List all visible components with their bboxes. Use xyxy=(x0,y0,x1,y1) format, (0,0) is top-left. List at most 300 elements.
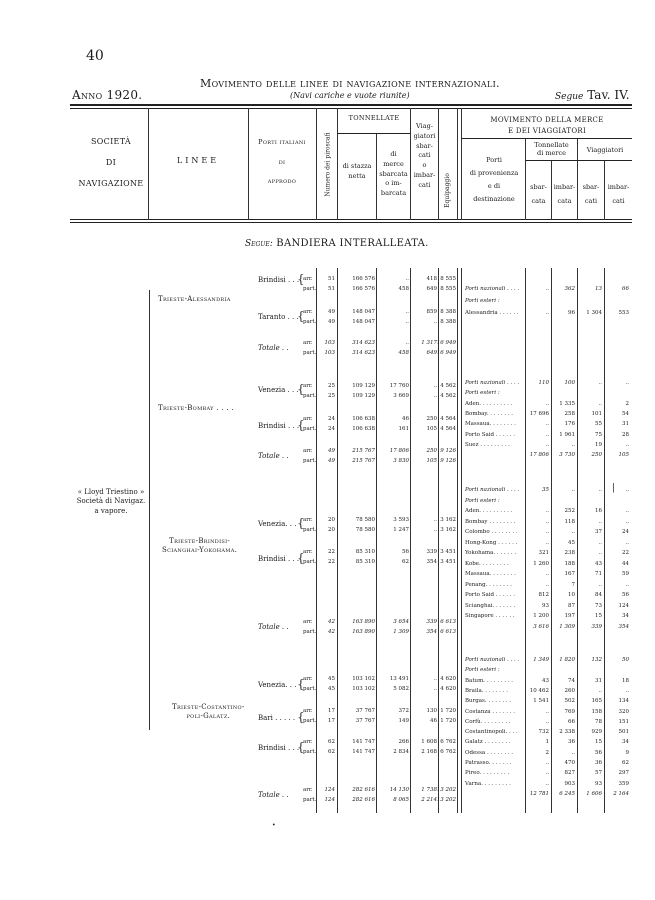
company-line-3: a vapore. xyxy=(94,506,128,515)
page-title xyxy=(200,77,500,90)
right-cell-value: 354 xyxy=(618,623,629,630)
cell-value: 5 082 xyxy=(393,686,409,692)
cell-value: 14 130 xyxy=(389,787,409,793)
cell-value: 6 762 xyxy=(440,739,456,745)
right-cell-value: 78 xyxy=(595,718,602,725)
right-cell-value: 1 961 xyxy=(559,431,575,438)
cell-value: 2 834 xyxy=(393,749,409,755)
company-line-1: « Lloyd Triestino » xyxy=(77,488,145,496)
right-cell-value: .. xyxy=(598,550,602,556)
h-viag-2: giatori xyxy=(413,131,436,140)
body-col-divider xyxy=(457,268,458,813)
cell-value: 45 xyxy=(328,676,335,682)
header-imbarcati xyxy=(605,180,632,209)
cell-value: 4 620 xyxy=(440,686,456,692)
right-cell-value: 502 xyxy=(564,698,575,705)
port-label-venezia2: Venezia. . . xyxy=(258,681,297,689)
cell-value: 8 555 xyxy=(440,276,456,282)
cell-value: 649 xyxy=(426,350,437,356)
header-movimento xyxy=(463,115,631,136)
right-cell-value: 24 xyxy=(622,529,629,535)
arr-label: arr. xyxy=(303,383,313,389)
h-sbi-2: cati xyxy=(584,197,598,206)
right-cell-value: .. xyxy=(545,310,549,316)
right-cell-value: 28 xyxy=(622,431,629,438)
right-port-name: Suez . . . . . . . . . xyxy=(465,441,510,448)
cell-value: 17 806 xyxy=(389,448,409,454)
totale-label: Totale . . xyxy=(258,623,289,631)
right-cell-value: .. xyxy=(571,529,575,535)
right-cell-value: 321 xyxy=(538,550,549,556)
company-bracket xyxy=(149,290,150,730)
arr-label: arr. xyxy=(303,739,313,745)
right-cell-value: 74 xyxy=(568,677,575,684)
right-cell-value: 96 xyxy=(568,310,575,316)
cell-value: 3 830 xyxy=(393,458,409,464)
col-divider xyxy=(316,108,317,220)
cell-value: 37 767 xyxy=(355,708,375,714)
cell-value: 124 xyxy=(324,787,335,793)
port-brace: { xyxy=(297,677,305,691)
arr-label: arr. xyxy=(303,276,313,282)
cell-value: 2 214 xyxy=(421,797,437,803)
cell-value: .. xyxy=(433,517,437,523)
cell-value: .. xyxy=(405,340,409,346)
h-merce-4: o im- xyxy=(385,179,402,188)
cell-value: 3 654 xyxy=(393,619,409,625)
header-tonn-merce xyxy=(526,142,577,158)
part-label: part. xyxy=(303,559,317,565)
right-cell-value: .. xyxy=(545,708,549,715)
cell-value: 49 xyxy=(328,309,335,315)
right-port-name: Burgas. . . . . . . . xyxy=(465,698,512,705)
cell-value: 105 xyxy=(426,426,437,432)
h-imi-1: imbar- xyxy=(607,183,630,191)
cell-value: 17 760 xyxy=(389,383,409,389)
right-cell-value: 238 xyxy=(564,550,575,556)
section-banner xyxy=(245,238,429,249)
right-cell-value: 15 xyxy=(595,739,602,746)
h-mov-1: MOVIMENTO DELLA MERCE xyxy=(490,116,604,124)
arr-label: arr. xyxy=(303,787,313,793)
part-label: part. xyxy=(303,458,317,464)
right-cell-value: .. xyxy=(598,581,602,588)
h-porti-1: Porti italiani xyxy=(258,138,306,146)
right-cell-value: 258 xyxy=(564,410,575,417)
cell-value: .. xyxy=(433,383,437,389)
header-sbarcati xyxy=(578,180,604,209)
right-cell-value: 470 xyxy=(564,760,575,766)
header-top-rule xyxy=(70,104,632,106)
port-label-venezia: Venezia . . . xyxy=(258,386,299,394)
right-cell-value: .. xyxy=(545,431,549,438)
cell-value: 4 562 xyxy=(440,393,456,399)
part-label: part. xyxy=(303,797,317,803)
right-cell-value: 812 xyxy=(538,592,549,598)
right-cell-value: 929 xyxy=(591,729,602,736)
part-label: part. xyxy=(303,686,317,692)
cell-value: 22 xyxy=(328,549,335,555)
right-cell-value: 31 xyxy=(622,421,629,428)
port-brace: { xyxy=(297,516,305,530)
right-cell-value: 3 730 xyxy=(559,452,575,459)
cell-value: 649 xyxy=(426,286,437,292)
cell-value: 3 669 xyxy=(393,393,409,399)
cell-value: 16 949 xyxy=(436,340,456,346)
right-cell-value: 903 xyxy=(564,780,575,787)
cell-value: 141 747 xyxy=(352,749,375,755)
cell-value: 418 xyxy=(426,276,437,282)
mov-sub-rule xyxy=(461,138,632,139)
cell-value: 24 xyxy=(328,426,335,432)
cell-value: 25 xyxy=(328,393,335,399)
cell-value: 3 451 xyxy=(440,549,456,555)
right-port-name: Porti esteri : xyxy=(465,390,500,397)
right-port-name: Porto Said . . . . . . xyxy=(465,592,515,598)
cell-value: 78 580 xyxy=(355,517,375,523)
right-cell-value: 176 xyxy=(564,421,575,428)
right-cell-value: 43 xyxy=(542,677,549,684)
right-port-name: Scianghai. . . . . . . xyxy=(465,602,516,609)
cell-value: 339 xyxy=(426,549,437,555)
h-sbi-1: sbar- xyxy=(582,183,600,191)
right-port-name: Aden. . . . . . . . . . xyxy=(465,508,513,514)
right-cell-value: 252 xyxy=(564,508,575,514)
arr-label: arr. xyxy=(303,448,313,454)
right-cell-value: 43 xyxy=(595,560,602,567)
port-label-venezia2: Venezia. . . xyxy=(258,520,297,528)
cell-value: 3 162 xyxy=(440,517,456,523)
port-label-bari: Bari . . . . . xyxy=(258,714,296,722)
cell-value: 51 xyxy=(328,276,335,282)
right-port-name: Porti nazionali . . . . xyxy=(465,657,520,663)
cell-value: 85 310 xyxy=(355,549,375,555)
cell-value: 8 388 xyxy=(440,309,456,315)
part-label: part. xyxy=(303,350,317,356)
right-cell-value: 73 xyxy=(595,602,602,609)
h-imi-2: cati xyxy=(612,197,625,206)
right-port-name: Braila. . . . . . . . xyxy=(465,687,508,694)
cell-value: 282 616 xyxy=(352,787,375,793)
line-yo-2: Scianghai-Yokohama. xyxy=(162,546,238,555)
cell-value: 17 xyxy=(328,718,335,724)
arr-label: arr. xyxy=(303,309,313,315)
line-ga-1: Trieste-Costantino- xyxy=(172,703,245,711)
right-port-name: Hong-Kong . . . . . . xyxy=(465,539,518,546)
arr-label: arr. xyxy=(303,676,313,682)
cell-value: 1 738 xyxy=(421,787,437,793)
right-cell-value: 34 xyxy=(622,613,629,619)
cell-value: 458 xyxy=(398,286,409,292)
cell-value: 1 608 xyxy=(421,739,437,745)
cell-value: 24 xyxy=(328,416,335,422)
right-cell-value: .. xyxy=(598,687,602,694)
totale-label: Totale . . xyxy=(258,791,289,799)
right-cell-value: .. xyxy=(545,718,549,725)
h-pp-1: Porti xyxy=(486,156,502,164)
cell-value: 6 762 xyxy=(440,749,456,755)
port-label-taranto: Taranto . . . xyxy=(258,313,299,321)
right-cell-value: 31 xyxy=(595,677,602,684)
header-merce xyxy=(377,150,410,199)
margin-dot: • xyxy=(272,822,276,829)
cell-value: 166 576 xyxy=(352,286,375,292)
right-cell-value: 1 xyxy=(545,739,549,746)
cell-value: .. xyxy=(433,393,437,399)
col-divider xyxy=(148,108,149,220)
h-viag-7: cati xyxy=(418,180,431,189)
right-cell-value: .. xyxy=(571,441,575,448)
cell-value: 250 xyxy=(426,448,437,454)
line-bombay: Trieste-Bombay . . . . xyxy=(158,404,234,412)
right-port-name: Singapore . . . . . . xyxy=(465,613,515,619)
right-port-name: Patrasso. . . . . . . xyxy=(465,760,512,766)
right-cell-value: .. xyxy=(545,400,549,407)
part-label: part. xyxy=(303,286,317,292)
line-galatz xyxy=(172,703,245,721)
col-divider xyxy=(438,108,439,220)
right-cell-value: .. xyxy=(625,441,629,448)
h-sb-1: sbar- xyxy=(530,183,547,191)
right-cell-value: 93 xyxy=(595,780,602,787)
h-societa-2: DI xyxy=(105,157,117,167)
right-cell-value: .. xyxy=(545,780,549,787)
right-cell-value: 17 806 xyxy=(529,452,549,459)
part-label: part. xyxy=(303,629,317,635)
cell-value: 103 xyxy=(324,350,335,356)
right-cell-value: 1 200 xyxy=(533,613,549,619)
line-alessandria: Trieste-Alessandria xyxy=(158,295,231,303)
right-cell-value: 197 xyxy=(564,613,575,619)
right-cell-value: 93 xyxy=(542,602,549,609)
right-cell-value: 118 xyxy=(564,518,575,525)
cell-value: .. xyxy=(433,686,437,692)
right-port-name: Porti esteri : xyxy=(465,497,500,504)
cell-value: 3 451 xyxy=(440,559,456,565)
right-port-name: Bombay. . . . . . . . xyxy=(465,410,513,417)
right-port-name: Porti nazionali . . . . xyxy=(465,286,520,292)
cell-value: 103 xyxy=(324,340,335,346)
port-brace: { xyxy=(297,418,305,432)
arr-label: arr. xyxy=(303,517,313,523)
right-cell-value: .. xyxy=(545,539,549,546)
right-cell-value: 1 335 xyxy=(559,400,575,407)
h-merce-1: di xyxy=(390,150,397,158)
part-label: part. xyxy=(303,319,317,325)
cell-value: 130 xyxy=(426,708,437,714)
port-brace: { xyxy=(297,382,305,396)
cell-value: 109 129 xyxy=(352,393,375,399)
cell-value: .. xyxy=(433,527,437,533)
right-port-name: Colombo . . . . . . . . xyxy=(465,529,518,535)
right-cell-value: .. xyxy=(625,380,629,386)
arr-label: arr. xyxy=(303,416,313,422)
line-ga-2: poli-Galatz. xyxy=(186,712,231,721)
cell-value: 42 xyxy=(328,629,335,635)
header-tonnellate: TONNELLATE xyxy=(348,114,400,122)
right-cell-value: .. xyxy=(598,380,602,386)
col-divider xyxy=(461,108,462,220)
page-number: 40 xyxy=(86,48,104,64)
right-port-name: Kobe. . . . . . . . . xyxy=(465,560,509,567)
right-port-name: Bombay . . . . . . . . xyxy=(465,518,516,525)
right-port-name: Costanza . . . . . . . xyxy=(465,708,516,715)
cell-value: 859 xyxy=(426,309,437,315)
right-cell-value: 45 xyxy=(568,539,575,546)
right-cell-value: 50 xyxy=(622,657,629,663)
margin-mark: | xyxy=(612,483,616,493)
right-cell-value: .. xyxy=(625,487,629,493)
cell-value: 4 620 xyxy=(440,676,456,682)
cell-value: 13 491 xyxy=(389,676,409,682)
cell-value: 1 720 xyxy=(440,718,456,724)
part-label: part. xyxy=(303,527,317,533)
body-col-divider xyxy=(376,268,377,813)
h-porti-2: di xyxy=(278,157,286,166)
right-port-name: Galatz . . . . . . . . xyxy=(465,739,511,746)
right-cell-value: 2 338 xyxy=(559,729,575,736)
h-societa-3: NAVIGAZIONE xyxy=(78,178,144,188)
banner-text: BANDIERA INTERALLEATA. xyxy=(276,238,429,249)
right-cell-value: 105 xyxy=(618,452,629,459)
right-cell-value: .. xyxy=(545,529,549,535)
cell-value: 1 309 xyxy=(393,629,409,635)
arr-label: arr. xyxy=(303,549,313,555)
right-cell-value: 1 541 xyxy=(533,698,549,705)
cell-value: 215 767 xyxy=(352,448,375,454)
cell-value: .. xyxy=(405,309,409,315)
body-col-divider xyxy=(461,268,462,813)
arr-label: arr. xyxy=(303,708,313,714)
right-cell-value: 44 xyxy=(622,560,629,567)
right-cell-value: 75 xyxy=(595,431,602,438)
cell-value: 56 xyxy=(402,549,409,555)
right-cell-value: 158 xyxy=(591,708,602,715)
right-cell-value: 359 xyxy=(618,780,629,787)
h-tm-2: di merce xyxy=(537,148,566,157)
cell-value: 2 168 xyxy=(421,749,437,755)
cell-value: 17 xyxy=(328,708,335,714)
header-societa xyxy=(76,132,146,194)
right-cell-value: .. xyxy=(598,487,602,493)
right-cell-value: .. xyxy=(625,687,629,694)
cell-value: 3 162 xyxy=(440,527,456,533)
right-cell-value: 37 xyxy=(595,529,602,535)
right-cell-value: .. xyxy=(545,441,549,448)
right-cell-value: 501 xyxy=(618,729,629,736)
part-label: part. xyxy=(303,426,317,432)
col-divider xyxy=(248,108,249,220)
h-tm-1: Tonnellate xyxy=(534,141,569,149)
h-merce-3: sbarcata xyxy=(379,169,408,178)
right-port-name: Porti nazionali . . . . xyxy=(465,487,520,493)
right-cell-value: 18 xyxy=(622,677,629,684)
cell-value: 148 047 xyxy=(352,319,375,325)
right-cell-value: 56 xyxy=(622,592,629,598)
right-cell-value: .. xyxy=(625,539,629,546)
right-cell-value: 16 xyxy=(595,508,602,514)
h-societa-1: SOCIETÀ xyxy=(91,137,131,146)
cell-value: 51 xyxy=(328,286,335,292)
cell-value: 42 xyxy=(328,619,335,625)
body-col-divider xyxy=(604,268,605,813)
right-cell-value: 54 xyxy=(622,410,629,417)
right-port-name: Porti esteri : xyxy=(465,298,500,304)
port-brace: { xyxy=(297,740,305,754)
body-col-divider xyxy=(551,268,552,813)
cell-value: 16 949 xyxy=(436,350,456,356)
body-col-divider xyxy=(577,268,578,813)
h-mov-2: E DEI VIAGGIATORI xyxy=(507,126,587,135)
h-viag-1: Viag- xyxy=(416,122,433,130)
right-cell-value: 57 xyxy=(595,770,602,777)
cell-value: 354 xyxy=(426,559,437,565)
table-ref-text: Tav. IV. xyxy=(587,88,630,102)
right-cell-value: 15 xyxy=(595,613,602,619)
right-cell-value: 1 820 xyxy=(559,657,575,663)
cell-value: 62 xyxy=(402,559,409,565)
cell-value: 22 xyxy=(328,559,335,565)
right-cell-value: 769 xyxy=(564,708,575,715)
right-cell-value: 7 xyxy=(571,581,575,588)
right-cell-value: 10 xyxy=(568,592,575,598)
right-cell-value: 100 xyxy=(564,380,575,386)
h-pp-4: destinazione xyxy=(473,195,515,203)
port-brace: { xyxy=(297,309,305,323)
right-cell-value: .. xyxy=(598,518,602,525)
header-viagg: Viaggiatori xyxy=(586,146,624,154)
right-port-name: Aden. . . . . . . . . . xyxy=(465,400,513,407)
cell-value: 161 xyxy=(398,426,409,432)
right-cell-value: 124 xyxy=(618,602,629,609)
title-text: Movimento delle linee di navigazione internazionali. xyxy=(200,77,500,90)
part-label: part. xyxy=(303,749,317,755)
header-numero: Numero dei piroscafi xyxy=(324,132,332,197)
right-port-name: Odessa . . . . . . . . xyxy=(465,749,514,756)
right-cell-value: .. xyxy=(625,518,629,525)
cell-value: 8 388 xyxy=(440,319,456,325)
year-label: Anno 1920. xyxy=(72,88,143,102)
cell-value: 1 317 xyxy=(421,340,437,346)
right-cell-value: 732 xyxy=(538,729,549,736)
port-label-brindisi: Brindisi . . . xyxy=(258,276,300,284)
right-cell-value: 6 245 xyxy=(559,790,575,797)
h-viag-4: cati xyxy=(418,151,431,160)
h-viag-5: o xyxy=(422,161,427,169)
right-cell-value: .. xyxy=(625,508,629,514)
cell-value: 46 xyxy=(430,718,437,724)
arr-label: arr. xyxy=(303,340,313,346)
right-cell-value: .. xyxy=(545,286,549,292)
cell-value: 314 623 xyxy=(352,340,375,346)
cell-value: 141 747 xyxy=(352,739,375,745)
cell-value: 354 xyxy=(426,629,437,635)
right-cell-value: .. xyxy=(545,508,549,514)
cell-value: 372 xyxy=(398,708,409,714)
right-cell-value: 134 xyxy=(618,698,629,705)
right-cell-value: 13 xyxy=(595,286,602,292)
right-cell-value: 2 164 xyxy=(613,790,629,797)
col-divider xyxy=(337,108,338,220)
cell-value: 4 564 xyxy=(440,416,456,422)
port-label-brindisi: Brindisi . . . xyxy=(258,555,300,563)
header-stazza xyxy=(339,162,375,182)
right-cell-value: 132 xyxy=(591,657,602,663)
cell-value: 9 126 xyxy=(440,448,456,454)
line-yo-1: Trieste-Brindisi- xyxy=(169,537,231,545)
company-name xyxy=(74,488,148,516)
cell-value: 3 593 xyxy=(393,517,409,523)
